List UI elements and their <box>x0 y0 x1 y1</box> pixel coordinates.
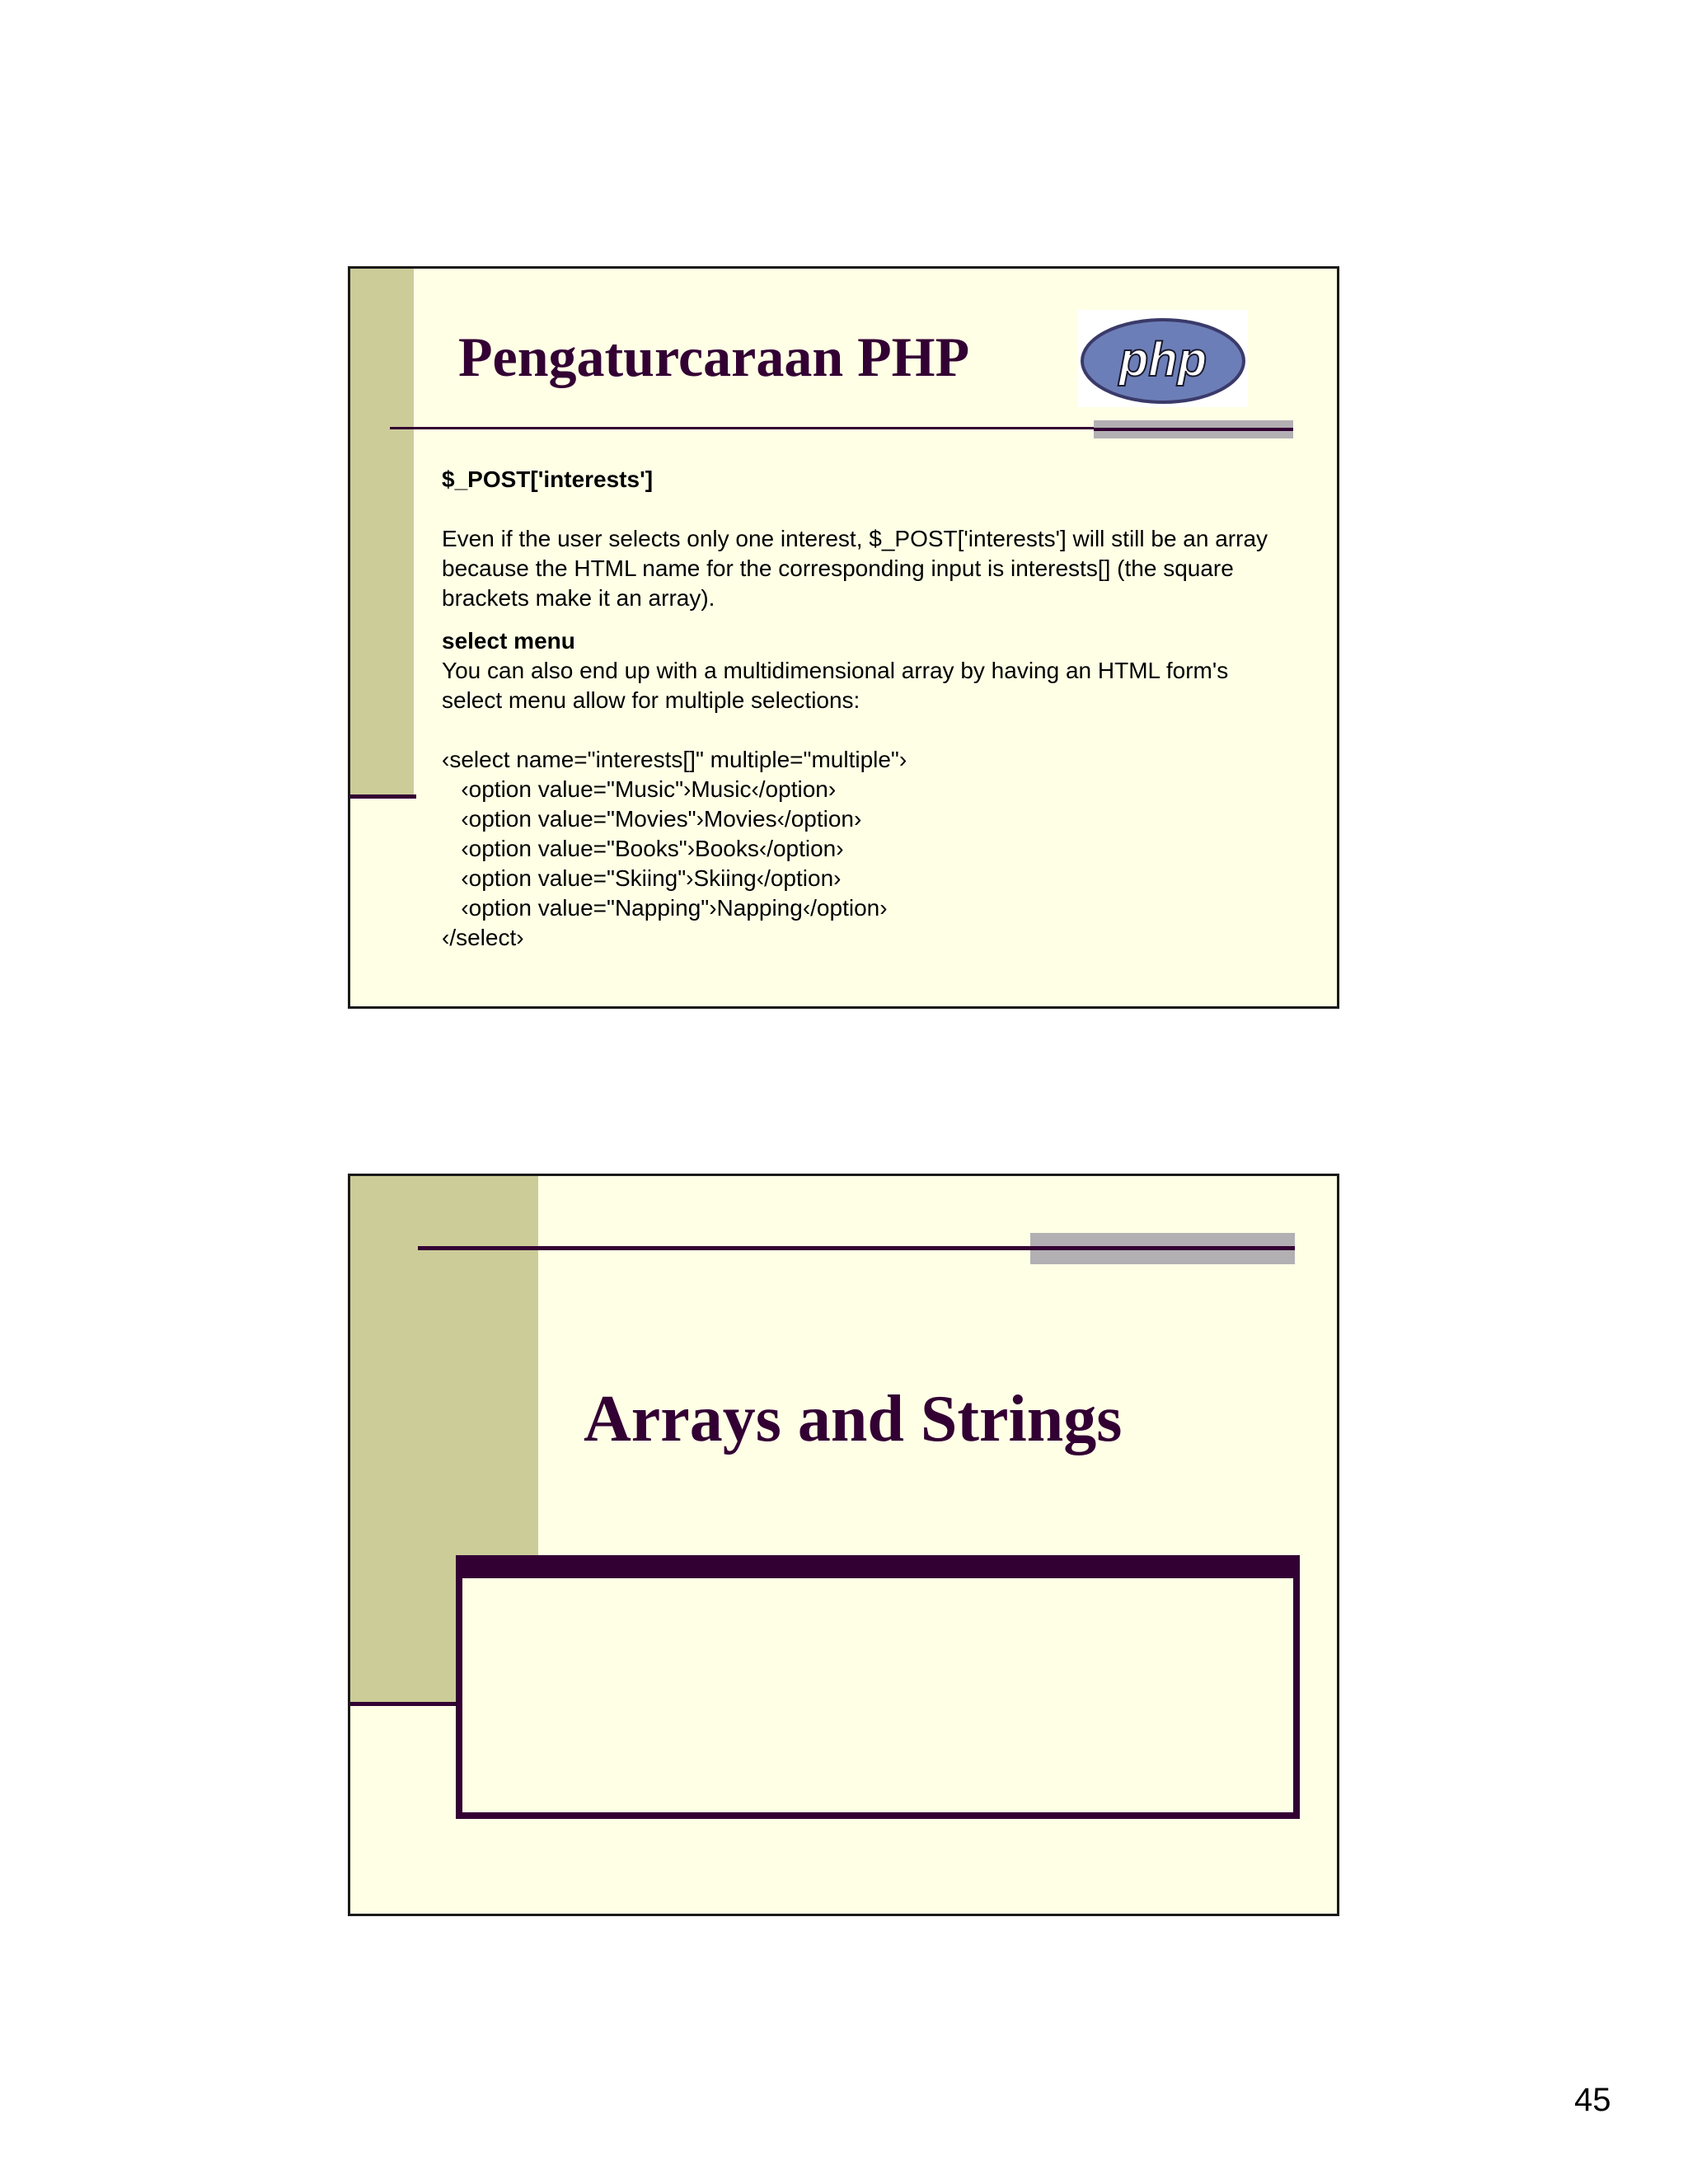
slide-pengaturcaraan-php <box>348 266 1339 1009</box>
php-logo-icon <box>1078 310 1248 407</box>
slide-body <box>442 465 1282 953</box>
code-line: ‹option value="Napping"›Napping‹/option› <box>442 895 888 921</box>
code-line: ‹option value="Movies"›Movies‹/option› <box>442 806 862 832</box>
code-line: ‹select name="interests[]" multiple="multiple"› <box>442 747 907 772</box>
post-interests-paragraph: Even if the user selects only one interest, $_POST['interests'] will still be an array because the HTML name for the corresponding input is interests[] (the square brackets make it an array). <box>442 526 1268 611</box>
accent-band-line <box>350 794 416 799</box>
code-line: ‹option value="Books"›Books‹/option› <box>442 836 844 861</box>
select-menu-paragraph: You can also end up with a multidimensional array by having an HTML form's select menu allow for multiple selections: <box>442 658 1229 713</box>
title-accent-bar <box>1030 1233 1295 1264</box>
code-block <box>442 745 1282 953</box>
page-number: 45 <box>1574 2082 1611 2118</box>
php-logo-text: php <box>1118 333 1207 387</box>
section-title: Arrays and Strings <box>584 1383 1123 1455</box>
code-line: ‹option value="Music"›Music‹/option› <box>442 776 837 802</box>
select-menu-heading: select menu <box>442 628 575 654</box>
accent-band <box>350 269 414 798</box>
slide-arrays-and-strings <box>348 1174 1339 1916</box>
accent-band-line <box>350 1702 457 1706</box>
subtitle-box <box>456 1555 1300 1819</box>
title-accent-bar <box>1094 420 1293 438</box>
slide-title: Pengaturcaraan PHP <box>458 326 970 388</box>
code-line: ‹option value="Skiing"›Skiing‹/option› <box>442 865 842 891</box>
code-line: ‹/select› <box>442 925 524 950</box>
post-interests-heading: $_POST['interests'] <box>442 466 654 492</box>
